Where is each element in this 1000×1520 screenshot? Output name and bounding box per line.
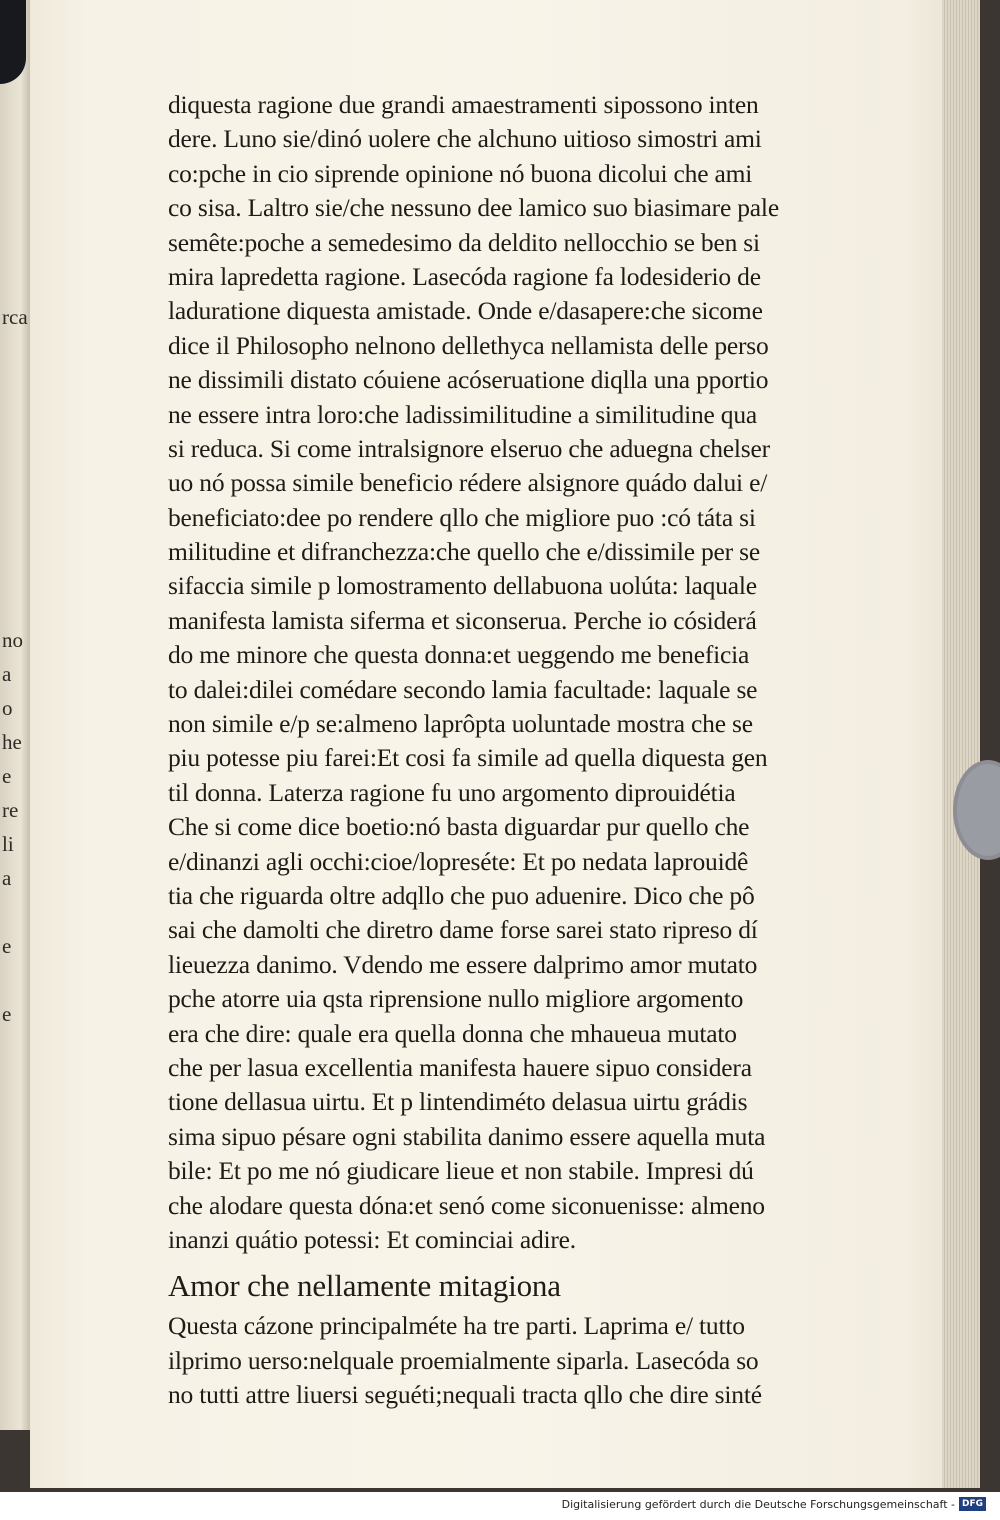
text-line: til donna. Laterza ragione fu uno argomento diprouidétia [168,777,736,807]
text-line: che per lasua excellentia manifesta hauere sipuo considera [168,1052,752,1082]
left-page-fragment: re [2,798,19,822]
canzone-heading: Amor che nellamente mitagiona [168,1268,561,1304]
text-line: do me minore che questa donna:et ueggendo me beneficia [168,640,750,670]
page-edge-stack [942,0,980,1488]
dfg-logo-icon: DFG [959,1497,986,1511]
left-page-fragment: li [2,832,14,856]
digitization-credit [562,1497,986,1511]
text-line: ilprimo uerso:nelquale proemialmente siparla. Lasecóda so [168,1345,759,1375]
text-line: manifesta lamista siferma et siconserua. Perche io cósiderá [168,605,757,635]
text-line: tia che riguarda oltre adqllo che puo aduenire. Dico che pô [168,880,755,910]
text-line: ne dissimili distato cóuiene acóseruatione diqlla una pportio [168,365,769,395]
text-line: che alodare questa dóna:et senó come siconuenisse: almeno [168,1190,765,1220]
text-line: uo nó possa simile beneficio rédere alsignore quádo dalui e/ [168,468,768,498]
text-line: co sisa. Laltro sie/che nessuno dee lamico suo biasimare pale [168,193,779,223]
left-page-fragment: a [2,866,12,890]
text-line: inanzi quátio potessi: Et cominciai adire. [168,1224,576,1254]
text-line: e/dinanzi agli occhi:cioe/lopreséte: Et po nedata laprouidê [168,846,749,876]
text-line: ne essere intra loro:che ladissimilitudine a similitudine qua [168,399,758,429]
text-line: era che dire: quale era quella donna che mhaueua mutato [168,1018,737,1048]
left-page-fragment: e [2,1002,12,1026]
text-line: no tutti attre liuersi seguéti;nequali tracta qllo che dire sinté [168,1380,762,1410]
text-line: non simile e/p se:almeno laprôpta uoluntade mostra che se [168,709,753,739]
text-line: co:pche in cio siprende opinione nó buona dicolui che ami [168,158,753,188]
text-line: Questa cázone principalméte ha tre parti. Laprima e/ tutto [168,1311,745,1341]
credit-text: Digitalisierung gefördert durch die Deutsche Forschungsgemeinschaft - [561,1497,955,1511]
text-line: beneficiato:dee po rendere qllo che migliore puo :có táta si [168,502,756,532]
text-line: si reduca. Si come intralsignore elseruo che aduegna chelser [168,433,770,463]
left-page-fragment: rca [2,305,28,329]
text-line: pche atorre uia qsta riprensione nullo migliore argomento [168,984,744,1014]
left-page-fragment: he [2,730,22,754]
text-line: tione dellasua uirtu. Et p lintendiméto delasua uirtu grádis [168,1087,748,1117]
book-page [30,0,980,1488]
text-line: lieuezza danimo. Vdendo me essere dalprimo amor mutato [168,949,758,979]
text-line: diquesta ragione due grandi amaestramenti sipossono inten [168,90,759,119]
text-line: semête:poche a semedesimo da deldito nellocchio se ben si [168,227,760,257]
text-line: sifaccia simile p lomostramento dellabuona uolúta: laquale [168,571,757,601]
text-line: sima sipuo pésare ogni stabilita danimo essere aquella muta [168,1121,766,1151]
text-line: bile: Et po me nó giudicare lieue et non stabile. Impresi dú [168,1156,754,1186]
text-line: dice il Philosopho nelnono dellethyca nellamista delle perso [168,330,769,360]
left-page-fragment: e [2,934,12,958]
text-line: dere. Luno sie/dinó uolere che alchuno uitioso simostri ami [168,124,762,154]
left-page-fragment: a [2,662,12,686]
text-line: militudine et difranchezza:che quello che e/dissimile per se [168,537,760,567]
text-line: laduratione diquesta amistade. Onde e/dasapere:che sicome [168,296,763,326]
text-line: sai che damolti che diretro dame forse sarei stato ripreso dí [168,915,758,945]
text-line: to dalei:dilei comédare secondo lamia facultade: laquale se [168,674,758,704]
left-page-fragment: e [2,764,12,788]
binding-clip [0,0,26,84]
page-text-block [168,88,873,1412]
left-page-strip [0,0,34,1430]
left-page-fragment: o [2,696,13,720]
text-line: Che si come dice boetio:nó basta diguardar pur quello che [168,812,750,842]
text-line: mira lapredetta ragione. Lasecóda ragione fa lodesiderio de [168,261,761,291]
left-page-fragment: no [2,628,23,652]
text-line: piu potesse piu farei:Et cosi fa simile ad quella diquesta gen [168,743,768,773]
